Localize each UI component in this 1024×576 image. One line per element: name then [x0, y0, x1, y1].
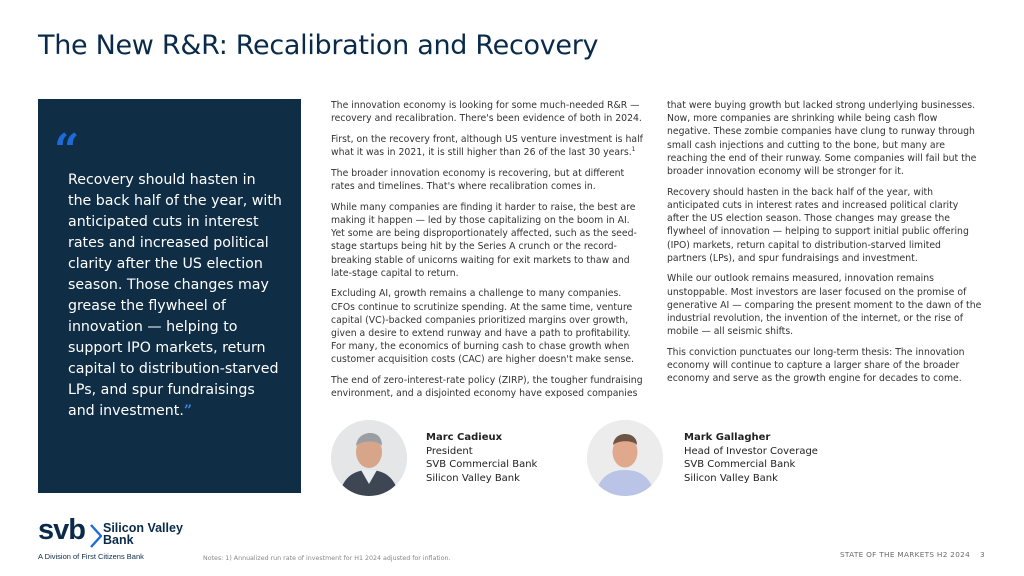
- logo-division: A Division of First Citizens Bank: [38, 552, 144, 561]
- paragraph: Excluding AI, growth remains a challenge to many companies. CFOs continue to scrutinize spending. At the same time, venture capital (VC)-backed companies prioritized margins over growth, given a desire to extend runway and have a path to profitability. For many, the economics of burning cash to chase growth when customer acquisition costs (CAC) are higher doesn't make sense.: [331, 288, 634, 366]
- person-name: Marc Cadieux: [426, 432, 503, 443]
- avatar-mark-gallagher: [587, 420, 663, 496]
- logo-mark: svb: [38, 514, 85, 546]
- avatar-marc-cadieux: [331, 420, 407, 496]
- person-info: [684, 431, 844, 485]
- pull-quote-box: [38, 99, 301, 493]
- paragraph: This conviction punctuates our long-term thesis: The innovation economy will continue to capture a larger share of the broader economy and serve as the growth engine for decades to come.: [667, 346, 965, 385]
- logo-bank-line: Bank: [103, 533, 134, 547]
- open-quote-icon: “: [54, 125, 80, 176]
- close-quote-icon: ”: [183, 403, 192, 419]
- person-role: President: [426, 445, 473, 457]
- paragraph: that were buying growth but lacked strong underlying businesses. Now, more companies are shrinking while being cash flow negative. These zombie companies have clung to runway through small cash injections and cutting to the bone, but many are reaching the end of their runway. Some companies will fail but the broader innovation economy will be stronger for it.: [667, 100, 977, 178]
- body-column-1: [331, 99, 643, 408]
- paragraph: The end of zero-interest-rate policy (ZIRP), the tougher fundraising environment, and a disjointed economy have exposed companies: [331, 375, 643, 400]
- logo-bank-name: [103, 522, 183, 546]
- body-column-2: [667, 99, 983, 393]
- person-org: SVB Commercial Bank: [684, 459, 796, 471]
- paragraph: While our outlook remains measured, innovation remains unstoppable. Most investors are laser focused on the promise of generative AI — comparing the present moment to the dawn of the industrial revolution, the invention of the internet, or the rise of mobile — all seismic shifts.: [667, 273, 982, 338]
- report-label: STATE OF THE MARKETS H2 2024: [839, 550, 971, 559]
- person-org: SVB Commercial Bank: [426, 459, 538, 471]
- paragraph-text: First, on the recovery front, although US venture investment is half what it was in 2021, it is still higher than 26 of the last 30 years.: [331, 133, 643, 159]
- footnote-marker: 1: [631, 146, 636, 154]
- person-photo-icon: [331, 420, 407, 496]
- person-org: Silicon Valley Bank: [426, 472, 520, 484]
- person-info: [426, 431, 586, 485]
- footnote: Notes: 1) Annualized run rate of investment for H1 2024 adjusted for inflation.: [203, 555, 451, 562]
- paragraph: Recovery should hasten in the back half of the year, with anticipated cuts in interest rates and increased political clarity after the US election season. Those changes may grease the flywheel of innovation — helping to support initial public offering (IPO) markets, return capital to distribution-starved limited partners (LPs), and spur fundraisings and investment.: [667, 186, 969, 264]
- svb-logo: [38, 514, 198, 564]
- person-role: Head of Investor Coverage: [684, 445, 818, 457]
- person-name: Mark Gallagher: [684, 432, 771, 443]
- paragraph: The innovation economy is looking for some much-needed R&R — recovery and recalibration. There's been evidence of both in 2024.: [331, 100, 642, 125]
- page-title: The New R&R: Recalibration and Recovery: [38, 30, 599, 61]
- paragraph: [331, 133, 643, 159]
- logo-bank-line: Silicon Valley: [103, 521, 183, 535]
- paragraph: While many companies are finding it harder to raise, the best are making it happen — led by those capitalizing on the boom in AI. Yet some are being disproportionately affected, such as the seed-stage startups being hit by the Series A crunch or the record-breaking stable of unicorns waiting for exit markets to thaw and late-stage capital to return.: [331, 201, 637, 279]
- chevron-right-icon: [90, 524, 102, 548]
- page-footer: [840, 550, 985, 559]
- page-number: 3: [980, 550, 985, 559]
- person-org: Silicon Valley Bank: [684, 472, 778, 484]
- paragraph: The broader innovation economy is recovering, but at different rates and timelines. That's where recalibration comes in.: [331, 167, 625, 193]
- pull-quote-text: Recovery should hasten in the back half of the year, with anticipated cuts in interest rates and increased political clarity after the US election season. Those changes may grease the flywheel of innovation — helping to support IPO markets, return capital to distribution-starved LPs, and spur fundraisings and investment.: [68, 172, 282, 419]
- person-photo-icon: [587, 420, 663, 496]
- pull-quote: [68, 170, 282, 422]
